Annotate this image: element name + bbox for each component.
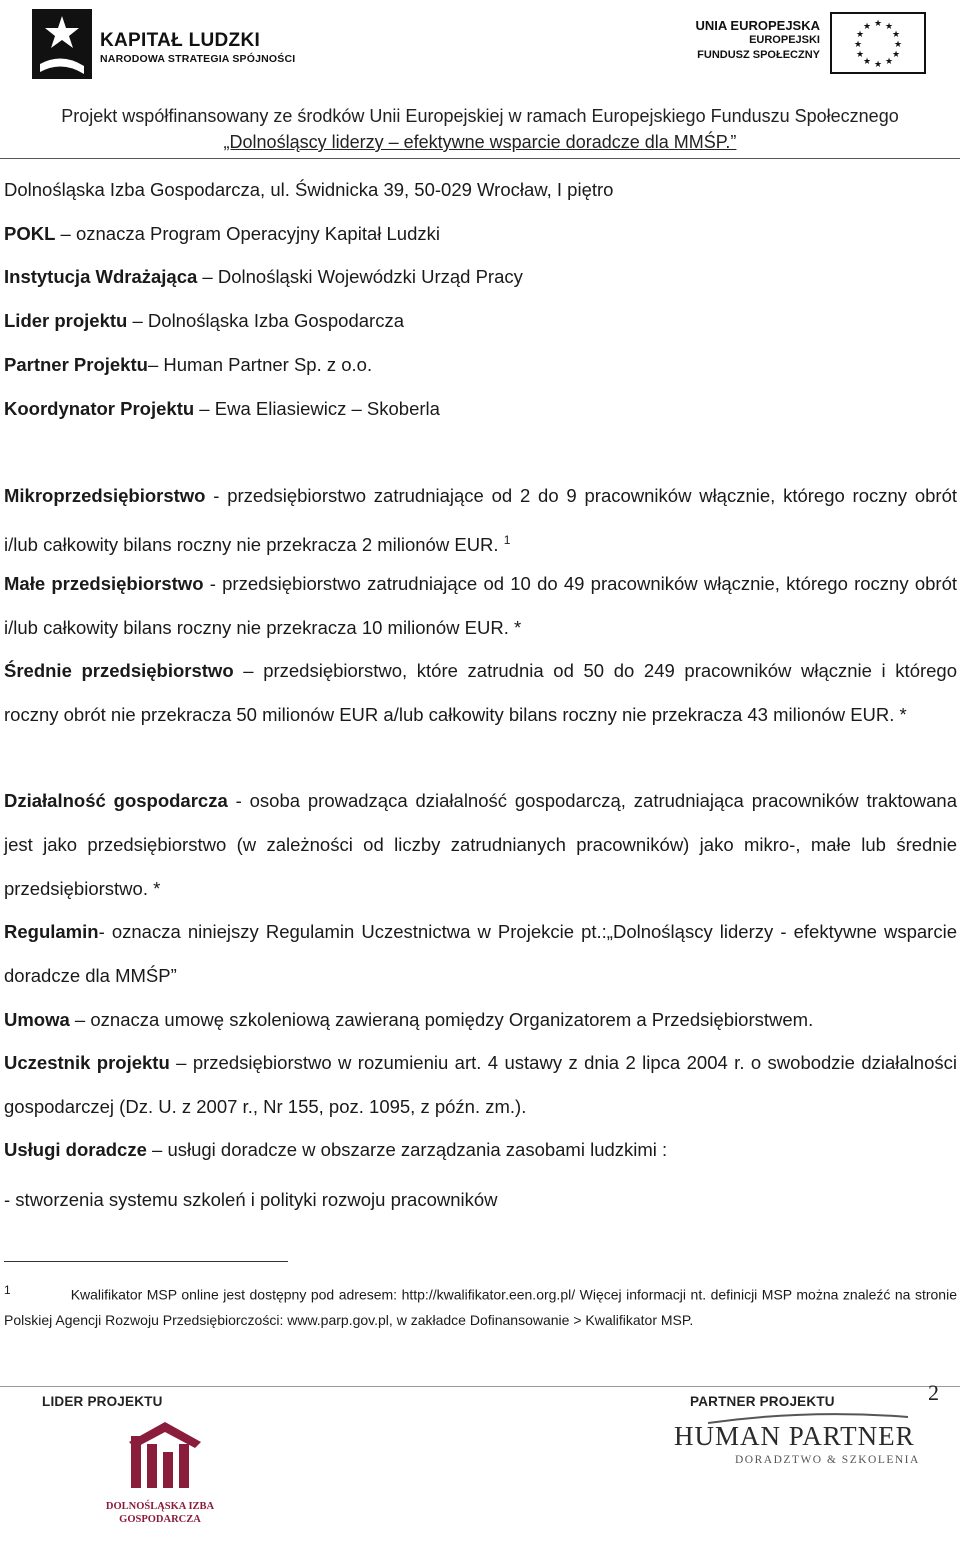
header-divider	[0, 158, 960, 159]
eu-line-1: UNIA EUROPEJSKA	[695, 18, 820, 33]
desc-umowa: – oznacza umowę szkoleniową zawieraną pomiędzy Organizatorem a Przedsiębiorstwem.	[69, 1009, 814, 1030]
term-srednie: Średnie przedsiębiorstwo	[4, 660, 234, 681]
footer-divider	[0, 1386, 960, 1387]
desc-dzialalnosc: - osoba prowadząca działalność gospodarczą, zatrudniająca pracowników traktowana jest jako przedsiębiorstwo (w zależności od liczby zatrudnianych pracowników) jako mikro-, małe lub średnie przedsiębiorstwo. *	[4, 790, 957, 899]
definition-regulamin	[4, 910, 957, 998]
definition-mikro	[4, 474, 957, 567]
definition-uslugi	[4, 1128, 957, 1172]
term-koordynator: Koordynator Projektu	[4, 398, 195, 419]
desc-partner: – Human Partner Sp. z o.o.	[147, 354, 373, 375]
dig-logo-icon	[125, 1418, 205, 1498]
list-item	[4, 1178, 957, 1222]
svg-text:★: ★	[884, 22, 894, 32]
desc-mikro: - przedsiębiorstwo zatrudniające od 2 do 9 pracowników włącznie, którego roczny obrót i/lub całkowity bilans roczny nie przekracza 2 milionów EUR.	[4, 485, 957, 556]
footnote-ref: 1	[503, 533, 511, 547]
desc-instytucja: – Dolnośląski Wojewódzki Urząd Pracy	[197, 266, 523, 287]
dig-name-line-2: GOSPODARCZA	[119, 1514, 201, 1525]
definition-koordynator	[4, 387, 957, 431]
lider-label: LIDER PROJEKTU	[42, 1394, 163, 1409]
desc-pokl: – oznacza Program Operacyjny Kapitał Ludzki	[55, 223, 440, 244]
project-title-line: „Dolnośląscy liderzy – efektywne wsparcie doradcze dla MMŚP.”	[223, 132, 737, 152]
svg-text:★: ★	[853, 40, 863, 50]
term-dzialalnosc: Działalność gospodarcza	[4, 790, 228, 811]
desc-male: - przedsiębiorstwo zatrudniające od 10 do 49 pracowników włącznie, którego roczny obrót i/lub całkowity bilans roczny nie przekracza 10 milionów EUR. *	[4, 573, 957, 638]
term-uczestnik: Uczestnik projektu	[4, 1052, 170, 1073]
footnote-text: Kwalifikator MSP online jest dostępny pod adresem: http://kwalifikator.een.org.pl/ Więcej informacji nt. definicji MSP można znaleźć na stronie Polskiej Agencji Rozwoju Przedsiębiorczości: www.parp.gov.pl, w zakładce Dofinansowanie > Kwalifikator MSP.	[4, 1286, 957, 1328]
eu-line-3: FUNDUSZ SPOŁECZNY	[697, 49, 820, 61]
human-partner-name: HUMAN PARTNER	[674, 1421, 915, 1451]
footnote-number: 1	[4, 1283, 11, 1297]
term-lider: Lider projektu	[4, 310, 128, 331]
page-number: 2	[928, 1380, 939, 1405]
address-line	[4, 168, 957, 212]
definition-male	[4, 562, 957, 650]
term-uslugi: Usługi doradcze	[4, 1139, 147, 1160]
eu-fund-label	[690, 18, 820, 63]
svg-text:★: ★	[891, 50, 901, 60]
footnote	[4, 1278, 957, 1333]
bullet-text: - stworzenia systemu szkoleń i polityki rozwoju pracowników	[4, 1189, 498, 1210]
term-umowa: Umowa	[4, 1009, 70, 1030]
svg-text:★: ★	[873, 19, 883, 29]
definition-lider	[4, 299, 957, 343]
svg-text:★: ★	[855, 30, 865, 40]
desc-srednie: – przedsiębiorstwo, które zatrudnia od 50 do 249 pracowników włącznie i którego roczny obrót nie przekracza 50 milionów EUR a/lub całkowity bilans roczny nie przekracza 43 milionów EUR. *	[4, 660, 958, 725]
eu-line-2: EUROPEJSKI	[749, 34, 820, 46]
kapital-ludzki-emblem-icon	[22, 4, 102, 84]
term-pokl: POKL	[4, 223, 56, 244]
human-partner-tagline: DORADZTWO & SZKOLENIA	[735, 1454, 920, 1466]
dig-name	[90, 1500, 230, 1526]
svg-text:★: ★	[862, 57, 872, 67]
address-text: Dolnośląska Izba Gospodarcza, ul. Świdnicka 39, 50-029 Wrocław, I piętro	[4, 179, 614, 200]
definition-instytucja	[4, 255, 957, 299]
definition-umowa	[4, 998, 957, 1042]
term-partner: Partner Projektu	[4, 354, 148, 375]
dig-name-line-1: DOLNOŚLĄSKA IZBA	[105, 1501, 215, 1512]
svg-text:★: ★	[855, 50, 865, 60]
kapital-ludzki-title: KAPITAŁ LUDZKI	[100, 30, 261, 51]
term-male: Małe przedsiębiorstwo	[4, 573, 204, 594]
definition-dzialalnosc	[4, 779, 957, 911]
desc-uczestnik: – przedsiębiorstwo w rozumieniu art. 4 ustawy z dnia 2 lipca 2004 r. o swobodzie działalności gospodarczej (Dz. U. z 2007 r., Nr 155, poz. 1095, z późn. zm.).	[4, 1052, 957, 1117]
definition-srednie	[4, 649, 957, 737]
definition-partner	[4, 343, 957, 387]
svg-text:★: ★	[884, 57, 894, 67]
definition-uczestnik	[4, 1041, 957, 1129]
svg-text:★: ★	[891, 30, 901, 40]
term-instytucja: Instytucja Wdrażająca	[4, 266, 198, 287]
term-mikro: Mikroprzedsiębiorstwo	[4, 485, 206, 506]
kapital-ludzki-subtitle: NARODOWA STRATEGIA SPÓJNOŚCI	[100, 53, 296, 65]
desc-lider: – Dolnośląska Izba Gospodarcza	[127, 310, 404, 331]
svg-text:★: ★	[862, 22, 872, 32]
project-funding-line: Projekt współfinansowany ze środków Unii Europejskiej w ramach Europejskiego Funduszu Społecznego	[61, 106, 899, 126]
eu-flag-icon	[830, 12, 926, 74]
definition-pokl	[4, 212, 957, 256]
desc-koordynator: – Ewa Eliasiewicz – Skoberla	[194, 398, 440, 419]
desc-regulamin: - oznacza niniejszy Regulamin Uczestnictwa w Projekcie pt.:„Dolnośląscy liderzy - efektywne wsparcie doradcze dla MMŚP”	[4, 921, 957, 986]
desc-uslugi: – usługi doradcze w obszarze zarządzania zasobami ludzkimi :	[146, 1139, 668, 1160]
svg-text:★: ★	[893, 40, 903, 50]
term-regulamin: Regulamin	[4, 921, 99, 942]
footnote-divider	[4, 1261, 288, 1262]
partner-label: PARTNER PROJEKTU	[690, 1394, 835, 1409]
svg-text:★: ★	[873, 60, 883, 70]
